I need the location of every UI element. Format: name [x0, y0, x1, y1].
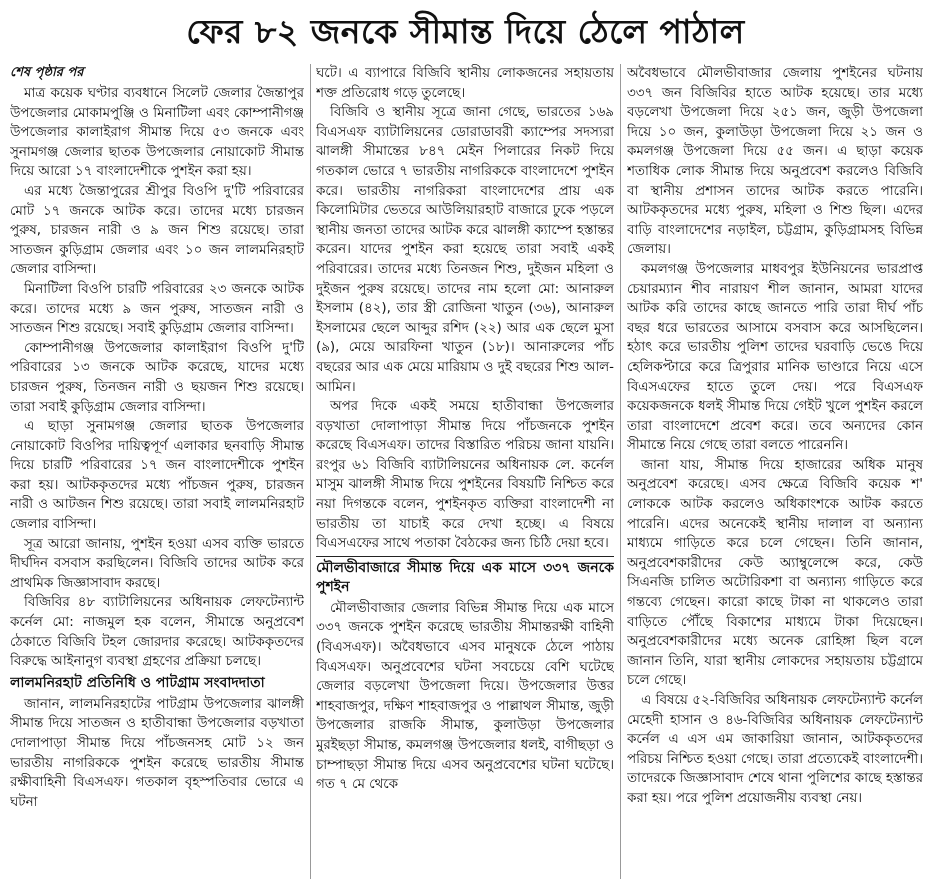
subheading: লালমনিরহাট প্রতিনিধি ও পাটগ্রাম সংবাদদাতা	[10, 674, 265, 691]
paragraph: অবৈধভাবে মৌলভীবাজার জেলায় পুশইনের ঘটনায় ৩৩৭ জন বিজিবির হাতে আটক হয়েছে। তার মধ্যে বড়লেখা উপজেলা দিয়ে ২৫১ জন, জুড়ী উপজেলা দিয়ে ১০ জন, কুলাউড়া উপজেলা দিয়ে ২১ জন ও কমলগঞ্জ উপজেলা দিয়ে ৫৫ জন। এ ছাড়া কয়েক শতাধিক লোক সীমান্ত দিয়ে অনুপ্রবেশ করলেও বিজিবি বা স্থানীয় প্রশাসন তাদের আটক করতে পারেনি। আটককৃতদের মধ্যে পুরুষ, মহিলা ও শিশু ছিল। এদের বাড়ি বাংলাদেশের নড়াইল, চট্টগ্রাম, কুড়িগ্রামসহ বিভিন্ন জেলায়।	[627, 66, 923, 258]
continued-from-label: শেষ পৃষ্ঠার পর	[10, 65, 84, 80]
paragraph: এর মধ্যে জৈন্তাপুরের শ্রীপুর বিওপি দু'টি পরিবারের মোট ১৭ জনকে আটক করে। তাদের মধ্যে চারজন পুরুষ, চারজন নারী ও ৯ জন শিশু রয়েছে। তারা সাতজন কুড়িগ্রাম জেলার এবং ১০ জন লালমনিরহাট জেলার বাসিন্দা।	[10, 183, 304, 278]
column-divider	[310, 64, 311, 879]
paragraph: অপর দিকে একই সময়ে হাতীবান্ধা উপজেলার বড়খাতা দোলাপাড়া সীমান্ত দিয়ে পাঁচজনকে পুশইন করেছে বিএসএফ। তাদের বিস্তারিত পরিচয় জানা যায়নি। রংপুর ৬১ বিজিবি ব্যাটালিয়নের অধিনায়ক লে. কর্নেল মাসুম ঝালঙ্গী সীমান্ত দিয়ে পুশইনের বিষয়টি নিশ্চিত করে নয়া দিগন্তকে বলেন, পুশইনকৃত ব্যক্তিরা বাংলাদেশী না ভারতীয় তা যাচাই করে দেখা হচ্ছে। এ বিষয়ে বিএসএফের সাথে পতাকা বৈঠকের জন্য চিঠি দেয়া হবে।	[316, 399, 614, 552]
paragraph: জানান, লালমনিরহাটের পাটগ্রাম উপজেলার ঝালঙ্গী সীমান্ত দিয়ে সাতজন ও হাতীবান্ধা উপজেলার বড়খাতা দোলাপাড়া সীমান্ত দিয়ে পাঁচজনসহ মোট ১২ জন ভারতীয় নাগরিককে পুশইন করেছে ভারতীয় সীমান্ত রক্ষীবাহিনী বিএসএফ। গতকাল বৃহস্পতিবার ভোরে এ ঘটনা	[10, 696, 304, 810]
column-divider	[620, 64, 621, 879]
paragraph: বিজিবি ও স্থানীয় সূত্রে জানা গেছে, ভারতের ১৬৯ বিএসএফ ব্যাটালিয়নের ডোরাডাবরী ক্যাম্পের সদস্যরা ঝালঙ্গী সীমান্তের ৮৪৭ মেইন পিলারের নিকট দিয়ে গতকাল ভোরে ৭ ভারতীয় নাগরিককে বাংলাদেশে পুশইন করে। ভারতীয় নাগরিকরা বাংলাদেশের প্রায় এক কিলোমিটার ভেতরে আউলিয়ারহাট বাজারে ঢুকে পড়লে স্থানীয় জনতা তাদের আটক করে ঝালঙ্গী ক্যাম্পে হস্তান্তর করেন। যাদের পুশইন করা হয়েছে তারা সবাই একই পরিবারের। তাদের মধ্যে তিনজন শিশু, দুইজন মহিলা ও দুইজন পুরুষ রয়েছে। তাদের নাম হলো মো: আনারুল ইসলাম (৪২), তার স্ত্রী রোজিনা খাতুন (৩৬), আনারুল ইসলামের ছেলে আব্দুর রশিদ (২২) আর এক ছেলে মুসা (৯), মেয়ে আরফিনা খাতুন (১৮)। আনারুলের পাঁচ বছরের আর এক মেয়ে মারিয়াম ও দুই বছরের শিশু আল-আমিন।	[316, 105, 614, 395]
article-column-2	[316, 64, 614, 879]
headline: ফের ৮২ জনকে সীমান্ত দিয়ে ঠেলে পাঠাল	[186, 12, 745, 51]
paragraph: সূত্র আরো জানায়, পুশইন হওয়া এসব ব্যক্তি ভারতে দীর্ঘদিন বসবাস করছিলেন। বিজিবি তাদের আটক করে প্রাথমিক জিজ্ঞাসাবাদ করছে।	[10, 536, 304, 591]
paragraph: জানা যায়, সীমান্ত দিয়ে হাজারের অধিক মানুষ অনুপ্রবেশ করেছে। এসব ক্ষেত্রে বিজিবি কয়েক শ' লোককে আটক করলেও অধিকাংশকে আটক করতে পারেনি। এদের অনেকেই স্থানীয় দালাল বা অন্যান্য মাধ্যমে গাড়িতে করে চলে গেছেন। তিনি জানান, অনুপ্রবেশকারীদের কেউ অ্যাম্বুলেন্সে করে, কেউ সিএনজি চালিত অটোরিকশা বা অন্যান্য গাড়িতে করে গন্তব্যে গেছেন। কারো কাছে টাকা না থাকলেও তারা বাড়িতে পৌঁছে বিকাশের মাধ্যমে টাকা দিয়েছেন। অনুপ্রবেশকারীদের মধ্যে অনেক রোহিঙ্গা ছিল বলে জানান তিনি, যারা স্থানীয় লোকদের সহায়তায় চট্টগ্রামে চলে গেছে।	[627, 457, 923, 689]
paragraph: এ বিষয়ে ৫২-বিজিবির অধিনায়ক লেফটেন্যান্ট কর্নেল মেহেদী হাসান ও ৪৬-বিজিবির অধিনায়ক লেফটেন্যান্ট কর্নেল এ এস এম জাকারিয়া জানান, আটককৃতদের পরিচয় নিশ্চিত হওয়া গেছে। তারা প্রত্যেকেই বাংলাদেশী। তাদেরকে জিজ্ঞাসাবাদ শেষে থানা পুলিশের কাছে হস্তান্তর করা হয়। পরে পুলিশ প্রয়োজনীয় ব্যবস্থা নেয়।	[627, 693, 923, 806]
paragraph: বিজিবির ৪৮ ব্যাটালিয়নের অধিনায়ক লেফটেন্যান্ট কর্নেল মো: নাজমুল হক বলেন, সীমান্তে অনুপ্রবেশ ঠেকাতে বিজিবি টহল জোরদার করেছে। আটককৃতদের বিরুদ্ধে আইনানুগ ব্যবস্থা গ্রহণের প্রক্রিয়া চলছে।	[10, 595, 304, 670]
subheading: মৌলভীবাজারে সীমান্ত দিয়ে এক মাসে ৩৩৭ জনকে পুশইন	[316, 556, 614, 597]
paragraph: মৌলভীবাজার জেলার বিভিন্ন সীমান্ত দিয়ে এক মাসে ৩৩৭ জনকে পুশইন করেছে ভারতীয় সীমান্তরক্ষী বাহিনী (বিএসএফ)। অবৈধভাবে এসব মানুষকে ঠেলে পাঠায় বিএসএফ। অনুপ্রবেশের ঘটনা সবচেয়ে বেশি ঘটেছে জেলার বড়লেখা উপজেলা দিয়ে। উপজেলার উত্তর শাহবাজপুর, দক্ষিণ শাহবাজপুর ও পাল্লাথল সীমান্ত, জুড়ী উপজেলার রাজকি সীমান্ত, কুলাউড়া উপজেলার মুরইছড়া সীমান্ত, কমলগঞ্জ উপজেলার ধলই, বাগীছড়া ও চাম্পাছড়া সীমান্ত দিয়ে এসব অনুপ্রবেশের ঘটনা ঘটেছে। গত ৭ মে থেকে	[316, 600, 614, 793]
paragraph: কোম্পানীগঞ্জ উপজেলার কালাইরাগ বিওপি দু'টি পরিবারের ১৩ জনকে আটক করেছে, যাদের মধ্যে চারজন পুরুষ, তিনজন নারী ও ছয়জন শিশু রয়েছে। তারা সবাই কুড়িগ্রাম জেলার বাসিন্দা।	[10, 340, 304, 415]
paragraph: এ ছাড়া সুনামগঞ্জ জেলার ছাতক উপজেলার নোয়াকোট বিওপির দায়িত্বপূর্ণ এলাকার ছনবাড়ি সীমান্ত দিয়ে চারটি পরিবারের ১৭ জন বাংলাদেশীকে পুশইন করা হয়। আটককৃতদের মধ্যে পাঁচজন পুরুষ, চারজন নারী ও আটজন শিশু রয়েছে। তারা সবাই লালমনিরহাট জেলার বাসিন্দা।	[10, 419, 304, 533]
paragraph: মিনাটিলা বিওপি চারটি পরিবারের ২৩ জনকে আটক করে। তাদের মধ্যে ৯ জন পুরুষ, সাতজন নারী ও সাতজন শিশু রয়েছে। সবাই কুড়িগ্রাম জেলার বাসিন্দা।	[10, 281, 304, 337]
article-column-1	[10, 64, 304, 879]
paragraph: ঘটে। এ ব্যাপারে বিজিবি স্থানীয় লোকজনের সহায়তায় শক্ত প্রতিরোধ গড়ে তুলেছে।	[316, 66, 614, 101]
paragraph: মাত্র কয়েক ঘণ্টার ব্যবধানে সিলেট জেলার জৈন্তাপুর উপজেলার মোকামপুঞ্জি ও মিনাটিলা এবং কোম্পানীগঞ্জ উপজেলার কালাইরাগ সীমান্ত দিয়ে ৫৩ জনকে এবং সুনামগঞ্জ জেলার ছাতক উপজেলার নোয়াকোট সীমান্ত দিয়ে আরো ১৭ বাংলাদেশীকে পুশইন করা হয়।	[10, 86, 304, 180]
paragraph: কমলগঞ্জ উপজেলার মাধবপুর ইউনিয়নের ভারপ্রাপ্ত চেয়ারম্যান শীব নারায়ণ শীল জানান, আমরা যাদের আটক করি তাদের কাছে জানতে পারি তারা দীর্ঘ পাঁচ বছর ধরে ভারতের আসামে বসবাস করে আসছিলেন। হঠাৎ করে ভারতীয় পুলিশ তাদের ঘরবাড়ি ভেঙে দিয়ে হেলিকপ্টারে করে ত্রিপুরার মানিক ভাণ্ডারে নিয়ে এসে বিএসএফের হাতে তুলে দেয়। পরে বিএসএফ কয়েকজনকে ধলই সীমান্ত দিয়ে গেইট খুলে পুশইন করলে তারা বাংলাদেশে প্রবেশ করে। তবে অন্যদের কোন সীমান্তে নিয়ে গেছে তারা বলতে পারেননি।	[627, 261, 923, 454]
article-column-3	[627, 64, 923, 879]
